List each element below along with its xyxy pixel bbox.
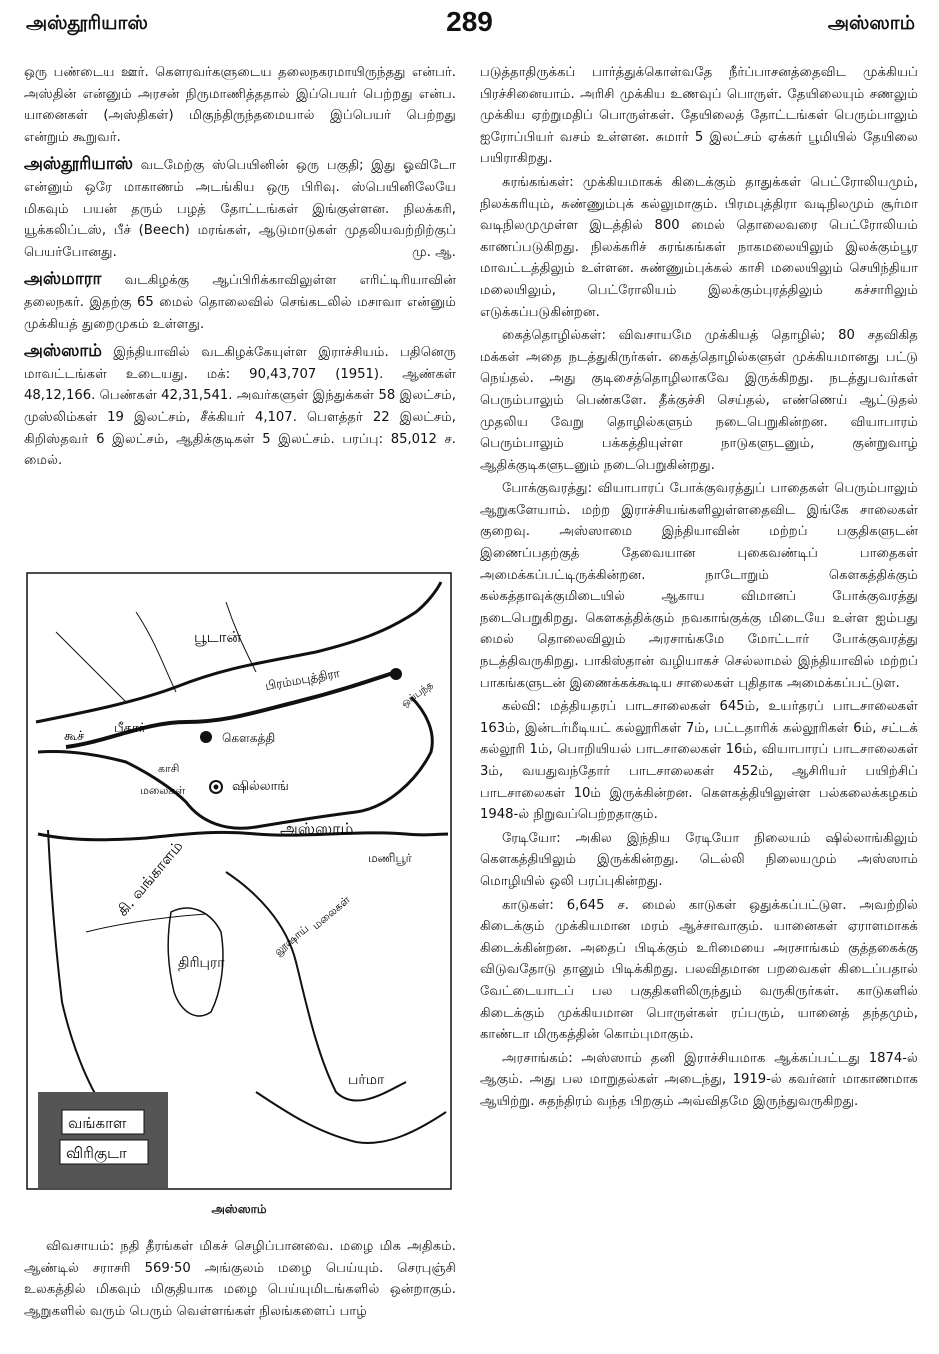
entry-body: வடகிழக்கு ஆப்பிரிக்காவிலுள்ள எரிட்டிரியாவின் தலைநகர். இதற்கு 65 மைல் தொலைவில் செங்கடலில் மசாவா என்னும் முக்கியத் துறைமுகம் உள்ளது. xyxy=(24,273,456,332)
signature: மு. ஆ. xyxy=(412,244,456,260)
label-burma: பர்மா xyxy=(348,1072,385,1088)
label-brahmaputra: பிரம்மபுத்திரா xyxy=(264,666,341,693)
section-transport: போக்குவரத்து: வியாபாரப் போக்குவரத்துப் பாதைகள் பெரும்பாலும் ஆறுகளேயாம். மற்ற இராச்சியங்களிலுள்ளதைவிட இங்கே சாலைகள் குறைவு. அஸ்ஸாமை இந்தியாவின் மற்றப் பகுதிகளுடன் இணைப்பதற்குத் தேவையான புகைவண்டிப் பாதைகள் அமைக்கப்பட்டிருக்கின்றன. நாடோறும் கௌகத்திக்கும் கல்கத்தாவுக்குமிடையில் ஆகாய விமானப் போக்குவரத்து நடைபெறுகிறது. கௌகத்திக்கும் நவகாங்குக்கு மிடையே உள்ள ஐம்பது மைல் தொலைவிலும் அரசாங்கமே மோட்டார் போக்குவரத்து நடத்திவருகிறது. பாகிஸ்தான் வழியாகச் செல்லாமல் இந்தியாவில் மற்றப் பாகங்களுடன் இணைக்கக்கூடிய சாலைகள் புதிதாக அமைக்கப்பட்டுள. xyxy=(480,481,918,691)
page-header xyxy=(0,6,939,46)
section-government: அரசாங்கம்: அஸ்ஸாம் தனி இராச்சியமாக ஆக்கப்பட்டது 1874-ல் ஆகும். அது பல மாறுதல்கள் அடைந்து, 1919-ல் கவர்னர் மாகாணமாக ஆயிற்று. சுதந்திரம் வந்த பிறகும் அவ்விதமே இருந்துவருகிறது. xyxy=(480,1050,918,1109)
label-khasi-hills: மலைகள் xyxy=(140,784,186,797)
dibrugarh-marker xyxy=(390,668,402,680)
paragraph-continuation: படுத்தாதிருக்கப் பார்த்துக்கொள்வதே நீர்ப்பாசனத்தைவிட முக்கியப் பிரச்சினையாம். அரிசி முக்கிய உணவுப் பொருள். தேயிலையும் சணலும் முக்கிய ஏற்றுமதிப் பொருள்கள். தேயிலைத் தோட்டங்கள் பெரும்பாலும் ஐரோப்பியர் வசம் உள்ளன. சுமார் 5 இலட்சம் ஏக்கர் பூமியில் தேயிலை பயிராகிறது. xyxy=(480,65,918,167)
entry-heading: அஸ்மாரா xyxy=(24,269,102,290)
section-mines: சுரங்கங்கள்: முக்கியமாகக் கிடைக்கும் தாதுக்கள் பெட்ரோலியமும், நிலக்கரியும், சுண்ணும்புக் கல்லுமாகும். பிரமபுத்திரா வடிநிலமும் சூர்மா வடிநிலமுமுள்ள இடத்தில் 800 மைல் தொலைவரை பெட்ரோலியம் காணப்படுகிறது. நிலக்கரிச் சுரங்கங்கள் நாகமலையிலும் இலக்கும்பூர மாவட்டத்திலும் உள்ளன. சுண்ணும்புக்கல் காசி மலையிலும் செயிந்தியா மலையிலும், பெட்ரோலியம் இலக்கும்புரத்திலும் கச்சாரிலும் எடுக்கப்படுகின்றன. xyxy=(480,174,918,320)
entry-asturias xyxy=(24,154,456,263)
entry-body: இந்தியாவில் வடகிழக்கேயுள்ள இராச்சியம். பதினெரு மாவட்டங்கள் உடையது. மக்: 90,43,707 (1951). ஆண்கள் 48,12,166. பெண்கள் 42,31,541. அவர்களுள் இந்துக்கள் 58 இலட்சம், முஸ்லிம்கள் 19 இலட்சம், சீக்கியர் 4,107. பௌத்தர் 22 இலட்சம், கிறிஸ்தவர் 6 இலட்சம், ஆதிக்குடிகள் 5 இலட்சம். பரப்பு: 85,012 ச. மைல். xyxy=(24,345,456,469)
label-shillong: ஷில்லாங் xyxy=(232,779,289,794)
label-assam: அஸ்ஸாம் xyxy=(280,819,354,838)
label-bihar: பீகார் xyxy=(114,721,146,736)
label-bhutan: பூடான் xyxy=(194,628,242,646)
label-cooch: கூச் xyxy=(64,729,85,744)
entry-heading: அஸ்ஸாம் xyxy=(24,341,102,362)
right-column xyxy=(480,62,918,1115)
map-caption: அஸ்ஸாம் xyxy=(211,1202,267,1216)
label-bay-of-bengal-2: விரிகுடா xyxy=(66,1144,127,1162)
assam-map xyxy=(26,572,452,1190)
header-left-term: அஸ்தூரியாஸ் xyxy=(26,12,148,34)
label-gauhati: கௌகத்தி xyxy=(222,731,276,745)
label-manipur: மணிபூர் xyxy=(368,851,412,865)
section-education: கல்வி: மத்தியதரப் பாடசாலைகள் 645ம், உயர்தரப் பாடசாலைகள் 163ம், இன்டர்மீடியட் கல்லூரிகள் 7ம், பட்டதாரிக் கல்லூரிகள் 6ம், சட்டக் கல்லூரி 1ம், பொறியியல் பாடசாலைகள் 16ம், வியாபாரப் பாடசாலைகள் 3ம், வயதுவந்தோர் பாடசாலைகள் 452ம், ஆசிரியர் பயிற்சிப் பாடசாலைகள் 10ம் இருக்கின்றன. கௌகத்தியிலுள்ள பல்கலைக்கழகம் 1948-ல் நிறுவப்பெற்றதாகும். xyxy=(480,699,918,823)
label-khasi: காசி xyxy=(158,762,180,775)
left-column xyxy=(24,62,456,474)
entry-body: வடமேற்கு ஸ்பெயினின் ஒரு பகுதி; இது ஓவிடோ என்னும் ஒரே மாகாணம் அடங்கிய ஒரு பிரிவு. ஸ்பெயினிலேயே மிகவும் பயன் தரும் பழத் தோட்டங்கள் இங்குள்ளன. நிலக்கரி, யூக்கலிப்டஸ், பீச் (Beech) மரங்கள், ஆடுமாடுகள் முதலியவற்றிற்குப் பெயர்போனது. xyxy=(24,158,456,260)
label-lushai: லூஷாய் xyxy=(271,922,312,959)
section-industry: கைத்தொழில்கள்: விவசாயமே முக்கியத் தொழில்; 80 சதவிகித மக்கள் அதை நடத்துகிருர்கள். கைத்தொழில்களுள் முக்கியமானது பட்டு நெய்தல். அது குடிசைத்தொழிலாகவே இருக்கிறது. நடத்துபவர்கள் பெரும்பாலும் பெண்களே. தீக்குச்சி செய்தல், எண்ணெய் ஆட்டுதல் முதலிய வேறு தொழில்களும் நடைபெறுகின்றன. வியாபாரம் பெரும்பாலும் பக்கத்தியுள்ள நாடுகளுடனும், குன்றுவாழ் ஆதிக்குடிகளுடனும் நடைபெறுகின்றது. xyxy=(480,328,918,473)
paragraph-continuation: ஒரு பண்டைய ஊர். கௌரவர்களுடைய தலைநகரமாயிருந்தது என்பர். அஸ்தின் என்னும் அரசன் நிருமாணித்ததால் இப்பெயர் பெற்றது என்ப. யானைகள் (அஸ்திகள்) மிகுந்திருந்தமையால் இப்பெயர் பெற்றது என்றும் கூறுவர். xyxy=(24,65,456,145)
left-column-bottom xyxy=(24,1236,456,1322)
section-agriculture: விவசாயம்: நதி தீரங்கள் மிகச் செழிப்பானவை. மழை மிக அதிகம். ஆண்டில் சராசரி 569·50 அங்குலம் மழை பெய்யும். செரபுஞ்சி உலகத்தில் மிகவும் மிகுதியாக மழை பெய்யுமிடங்களில் ஒன்றாகும். ஆறுகளில் வரும் பெரும் வெள்ளங்கள் நிலங்களைப் பாழ் xyxy=(24,1239,456,1319)
gauhati-marker xyxy=(200,731,212,743)
label-bay-of-bengal: வங்காள xyxy=(68,1114,127,1132)
entry-asmara xyxy=(24,269,456,335)
section-forests: காடுகள்: 6,645 ச. மைல் காடுகள் ஒதுக்கப்பட்டுள. அவற்றில் கிடைக்கும் முக்கியமான மரம் ஆச்சாவாகும். யானைகள் ஏராளமாகக் கிடைக்கின்றன. அதைப் பிடிக்கும் உரிமையை அரசாங்கம் குத்தகைக்கு விடுவதோடு தானும் பிடிக்கிறது. பலவிதமான பறவைகள் கிடைப்பதால் வேட்டையாடப் பல பகுதிகளிலிருந்தும் வருகிருர்கள். காடுகளில் கிடைக்கும் முக்கியமான பொருள்கள் ரப்பரும், யானைத் தந்தமும், காண்டா மிருகத்தின் கொம்புமாகும். xyxy=(480,897,918,1043)
entry-heading: அஸ்தூரியாஸ் xyxy=(24,154,134,175)
section-radio: ரேடியோ: அகில இந்திய ரேடியோ நிலையம் ஷில்லாங்கிலும் கௌகத்தியிலும் இருக்கின்றது. டெல்லி நிலையமும் அஸ்ஸாம் மொழியில் ஒலி பரப்புகின்றது. xyxy=(480,830,918,889)
label-lushai-hills: மலைகள் xyxy=(309,893,353,933)
entry-assam xyxy=(24,341,456,472)
page-number: 289 xyxy=(446,6,493,37)
label-ne-tribal: ஒப்பந்த xyxy=(399,679,436,710)
label-east-bengal: கி. வங்காளம் xyxy=(113,837,187,920)
label-tripura: திரிபுரா xyxy=(178,955,225,971)
header-right-term: அஸ்ஸாம் xyxy=(827,12,915,34)
shillong-marker-inner xyxy=(214,785,219,790)
